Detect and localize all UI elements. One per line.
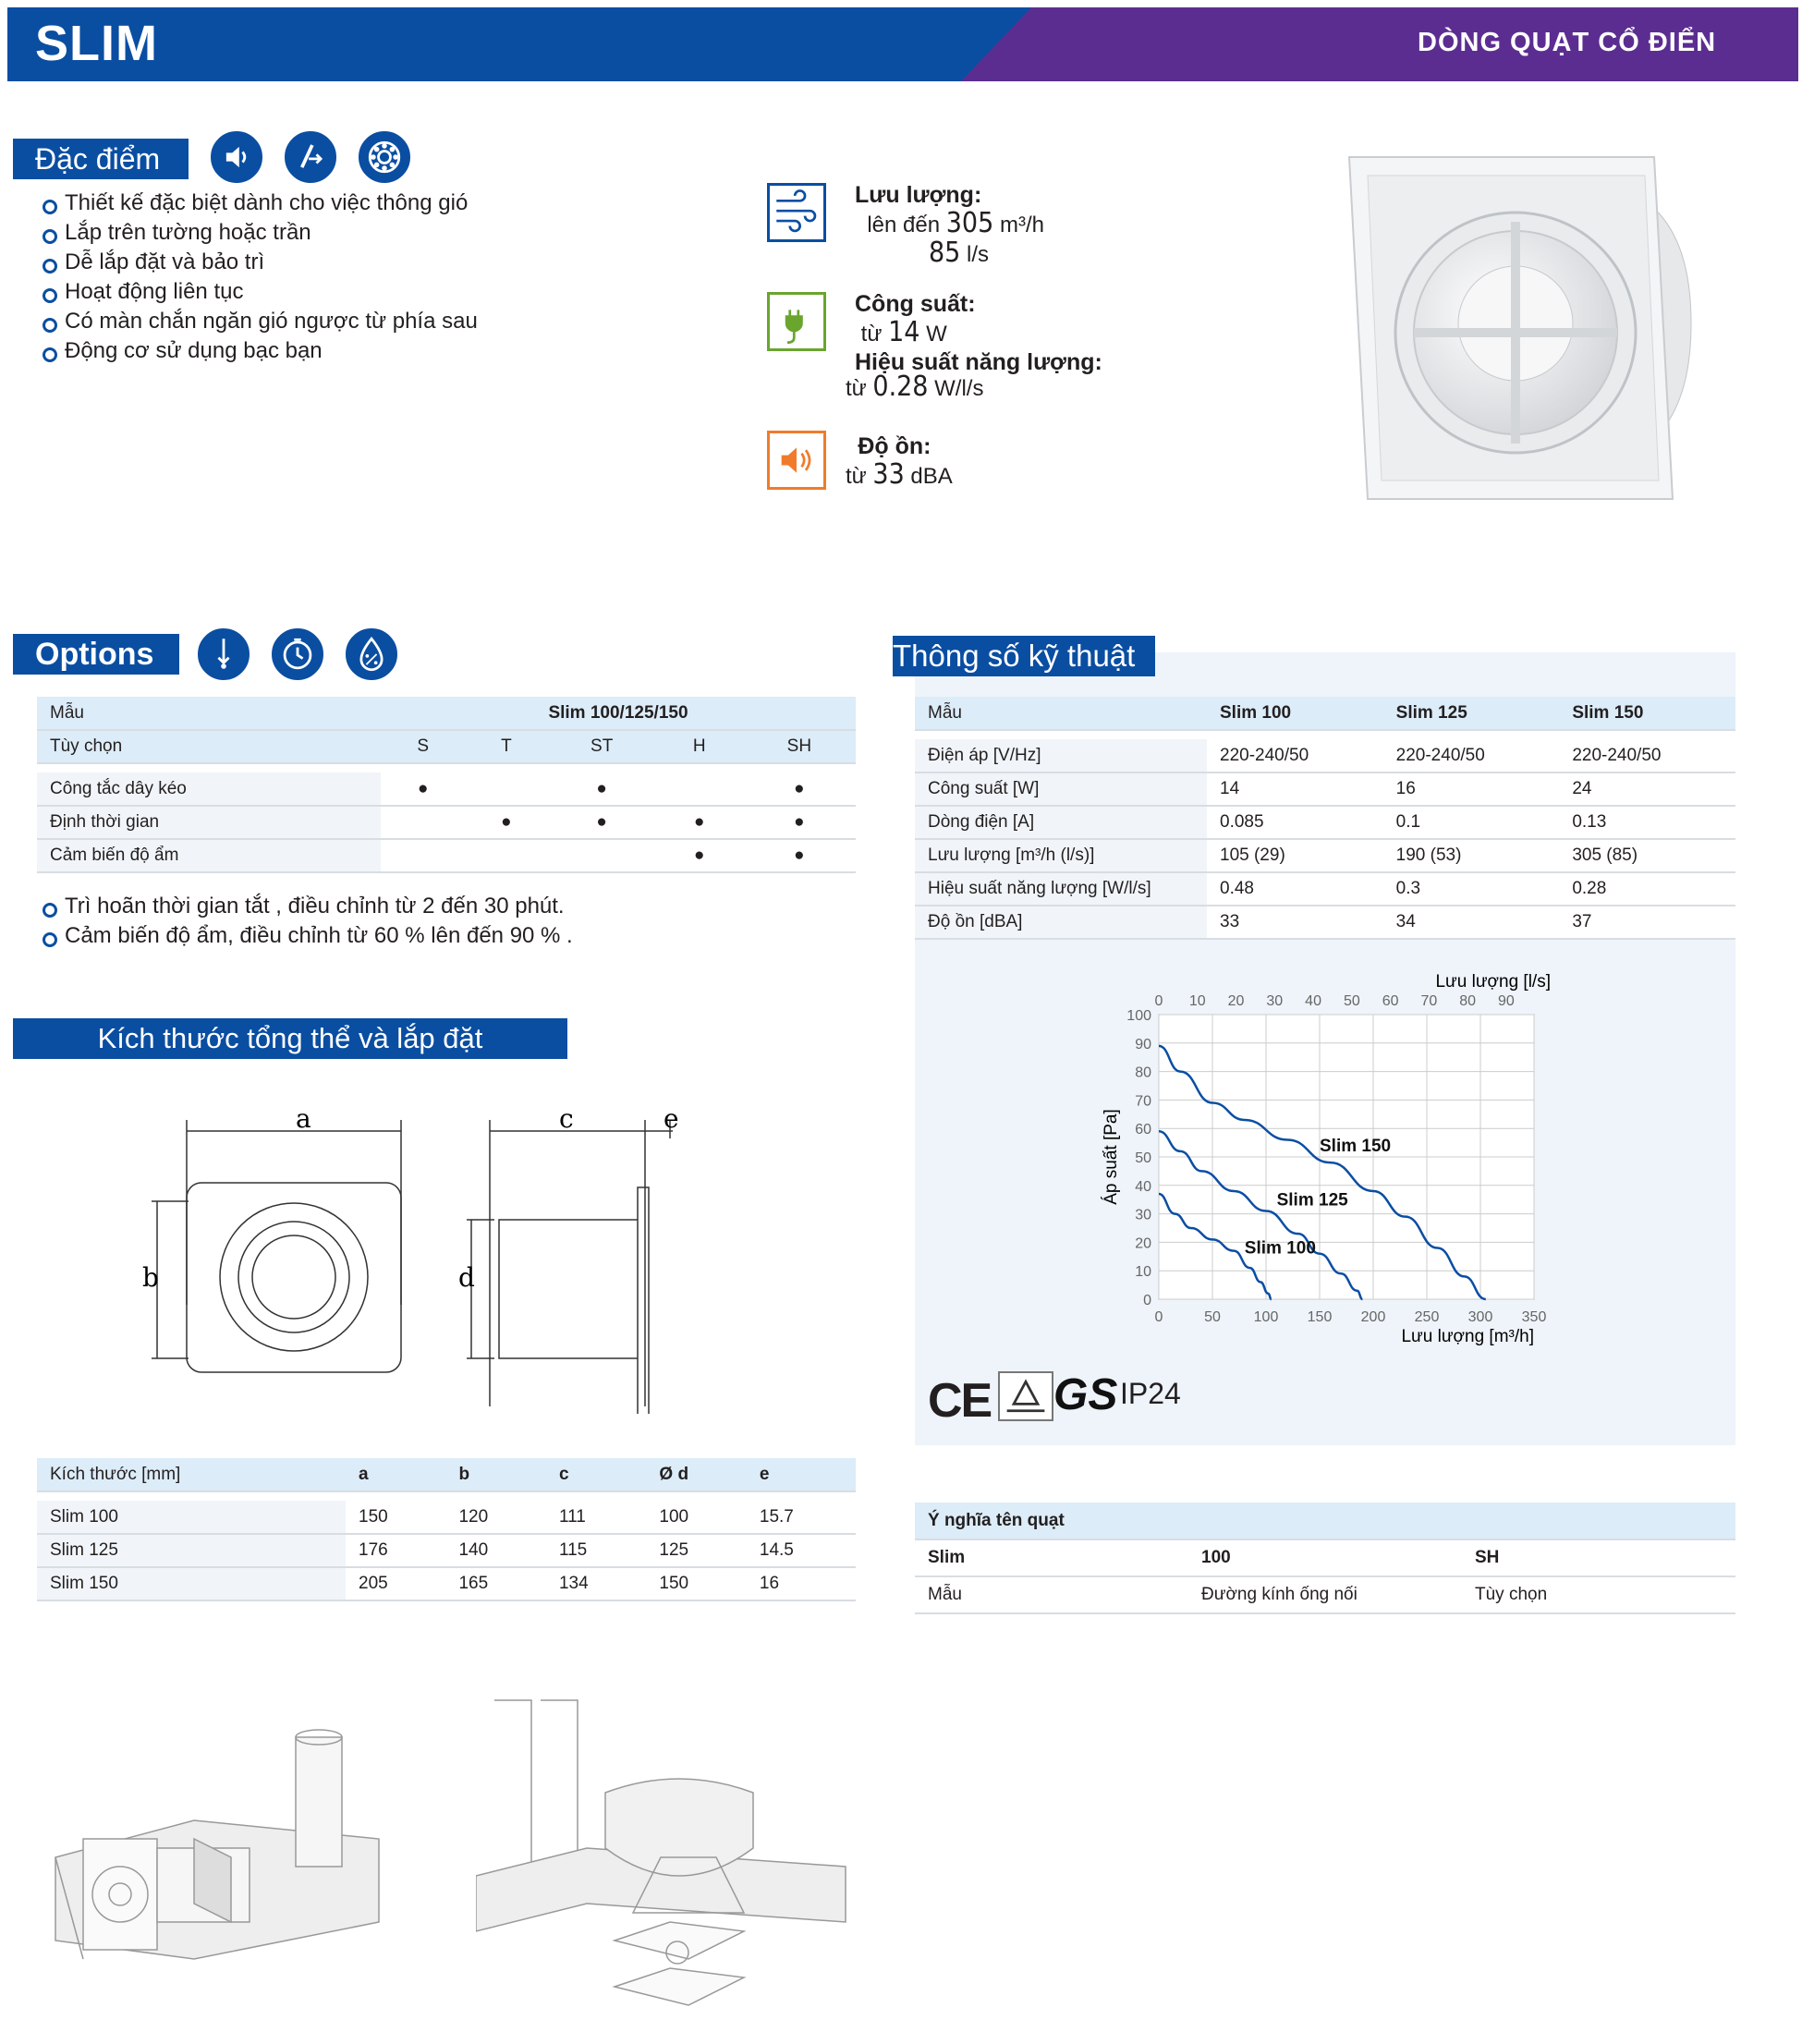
option-col: H — [656, 730, 743, 763]
spec-value: 0.13 — [1559, 806, 1735, 839]
x2-tick-label: 80 — [1459, 993, 1477, 1009]
efficiency-block — [846, 373, 983, 403]
dim-label-b: b — [142, 1262, 159, 1293]
flow-unit: m³/h — [999, 213, 1044, 237]
fan-product-photo — [1331, 148, 1747, 564]
spec-label: Độ ồn [dBA] — [915, 906, 1207, 939]
options-notes — [43, 892, 573, 951]
x-tick-label: 150 — [1307, 1309, 1333, 1325]
option-mark — [656, 773, 743, 806]
features-heading: Đặc điểm — [13, 139, 189, 179]
power-value: 14 — [888, 316, 920, 348]
option-mark — [465, 839, 547, 872]
dim-label-c: c — [559, 1103, 574, 1134]
dim-col-header: Ø d — [646, 1458, 746, 1491]
page-title: SLIM — [35, 16, 158, 71]
dim-col-header: e — [747, 1458, 856, 1491]
spec-value: 16 — [1383, 773, 1560, 806]
dim-value: 125 — [646, 1534, 746, 1567]
ce-mark: CE — [928, 1374, 992, 1428]
gs-mark: GS — [1053, 1370, 1118, 1419]
feature-item: Hoạt động liên tục — [43, 277, 478, 307]
spec-value: 0.3 — [1383, 872, 1560, 906]
series-label: Slim 100 — [1244, 1238, 1316, 1259]
options-model-label: Mẫu — [37, 697, 381, 730]
tuv-logo — [998, 1371, 1053, 1421]
table-row — [915, 872, 1735, 906]
spec-label: Hiệu suất năng lượng [W/l/s] — [915, 872, 1207, 906]
option-row-label: Cảm biến độ ẩm — [37, 839, 381, 872]
y-tick-label: 100 — [1126, 1008, 1151, 1024]
power-label: Công suất: — [855, 291, 976, 317]
dimensions-heading: Kích thước tổng thể và lắp đặt — [13, 1018, 567, 1059]
naming-meaning: Tùy chọn — [1462, 1576, 1735, 1613]
dim-value: 14.5 — [747, 1534, 856, 1567]
option-mark — [547, 839, 655, 872]
x-tick-label: 250 — [1414, 1309, 1440, 1325]
option-mark — [381, 806, 465, 839]
y-tick-label: 80 — [1135, 1065, 1151, 1081]
x-tick-label: 50 — [1204, 1309, 1221, 1325]
flow-value-ls: 85 — [929, 237, 961, 269]
flow-label: Lưu lượng: — [855, 182, 982, 208]
y-tick-label: 0 — [1143, 1293, 1151, 1308]
spec-value: 0.48 — [1207, 872, 1383, 906]
option-mark: ● — [743, 839, 856, 872]
x-tick-label: 300 — [1467, 1309, 1493, 1325]
spec-value: 220-240/50 — [1383, 739, 1560, 773]
power-prefix: từ — [860, 322, 883, 347]
option-mark — [381, 839, 465, 872]
naming-table — [915, 1503, 1735, 1614]
x2-tick-label: 30 — [1266, 993, 1284, 1009]
table-row — [37, 806, 856, 839]
specs-col-header: Slim 125 — [1383, 697, 1560, 730]
power-unit: W — [926, 322, 947, 347]
option-col: ST — [547, 730, 655, 763]
efficiency-value: 0.28 — [872, 371, 929, 403]
dim-col-header: c — [546, 1458, 646, 1491]
dim-label-e: e — [664, 1103, 679, 1134]
x-axis-label: Lưu lượng [m³/h] — [1401, 1327, 1534, 1346]
dim-col-header: Kích thước [mm] — [37, 1458, 346, 1491]
efficiency-prefix: từ — [846, 376, 867, 401]
ceiling-installation-sketch — [476, 1691, 855, 2033]
wall-installation-sketch — [46, 1719, 416, 1977]
options-heading: Options — [13, 634, 179, 675]
dim-model: Slim 125 — [37, 1534, 346, 1567]
dim-label-a: a — [296, 1103, 311, 1134]
efficiency-label: Hiệu suất năng lượng: — [855, 349, 1102, 375]
dim-model: Slim 100 — [37, 1501, 346, 1534]
option-mark: ● — [656, 839, 743, 872]
pull-cord-icon — [198, 628, 250, 680]
dim-value: 115 — [546, 1534, 646, 1567]
option-row-label: Định thời gian — [37, 806, 381, 839]
dim-value: 140 — [445, 1534, 545, 1567]
spec-value: 34 — [1383, 906, 1560, 939]
x-tick-label: 350 — [1521, 1309, 1547, 1325]
option-mark: ● — [381, 773, 465, 806]
power-plug-icon — [767, 292, 826, 351]
spec-value: 190 (53) — [1383, 839, 1560, 872]
spec-label: Điện áp [V/Hz] — [915, 739, 1207, 773]
x2-tick-label: 20 — [1227, 993, 1245, 1009]
dim-value: 165 — [445, 1567, 545, 1600]
options-table — [37, 697, 856, 873]
dim-value: 111 — [546, 1501, 646, 1534]
option-mark: ● — [656, 806, 743, 839]
x2-tick-label: 0 — [1154, 993, 1163, 1009]
table-row — [37, 1567, 856, 1600]
spec-value: 0.28 — [1559, 872, 1735, 906]
naming-part: 100 — [1188, 1539, 1462, 1576]
spec-value: 0.1 — [1383, 806, 1560, 839]
low-noise-icon — [211, 131, 262, 183]
option-mark — [465, 773, 547, 806]
options-note: Cảm biến độ ẩm, điều chỉnh từ 60 % lên đến 90 % . — [43, 921, 573, 951]
specs-table — [915, 697, 1735, 940]
ip-rating: IP24 — [1120, 1377, 1181, 1410]
x-tick-label: 100 — [1253, 1309, 1279, 1325]
y-tick-label: 50 — [1135, 1150, 1151, 1166]
table-row — [915, 906, 1735, 939]
spec-value: 220-240/50 — [1207, 739, 1383, 773]
spec-value: 24 — [1559, 773, 1735, 806]
options-option-label: Tùy chọn — [37, 730, 381, 763]
dimensions-table — [37, 1458, 856, 1601]
flow-block — [855, 181, 1044, 269]
noise-value: 33 — [872, 458, 905, 491]
y-tick-label: 70 — [1135, 1093, 1151, 1110]
feature-item: Dễ lắp đặt và bảo trì — [43, 248, 478, 277]
spec-value: 33 — [1207, 906, 1383, 939]
options-note: Trì hoãn thời gian tắt , điều chỉnh từ 2 đến 30 phút. — [43, 892, 573, 921]
x-tick-label: 0 — [1154, 1309, 1163, 1325]
option-col: S — [381, 730, 465, 763]
specs-col-header: Mẫu — [915, 697, 1207, 730]
spec-value: 220-240/50 — [1559, 739, 1735, 773]
non-return-flap-icon — [285, 131, 336, 183]
airflow-icon — [767, 183, 826, 242]
option-row-label: Công tắc dây kéo — [37, 773, 381, 806]
y-axis-label: Áp suất [Pa] — [1102, 1109, 1121, 1205]
series-label: Slim 125 — [1276, 1190, 1348, 1211]
naming-meaning: Mẫu — [915, 1576, 1188, 1613]
spec-label: Công suất [W] — [915, 773, 1207, 806]
feature-item: Thiết kế đặc biệt dành cho việc thông gió — [43, 189, 478, 218]
table-row — [915, 773, 1735, 806]
power-block — [855, 290, 1102, 377]
y-tick-label: 30 — [1135, 1207, 1151, 1223]
spec-label: Lưu lượng [m³/h (l/s)] — [915, 839, 1207, 872]
spec-value: 105 (29) — [1207, 839, 1383, 872]
table-row — [37, 1534, 856, 1567]
dim-value: 16 — [747, 1567, 856, 1600]
spec-value: 37 — [1559, 906, 1735, 939]
option-col: T — [465, 730, 547, 763]
dim-value: 150 — [346, 1501, 445, 1534]
spec-label: Dòng điện [A] — [915, 806, 1207, 839]
flow-value: 305 — [945, 207, 994, 239]
options-model-value: Slim 100/125/150 — [381, 697, 856, 730]
dim-model: Slim 150 — [37, 1567, 346, 1600]
humidity-sensor-icon — [346, 628, 397, 680]
y-tick-label: 90 — [1135, 1036, 1151, 1052]
feature-item: Có màn chắn ngăn gió ngược từ phía sau — [43, 307, 478, 336]
dim-value: 15.7 — [747, 1501, 856, 1534]
dim-value: 150 — [646, 1567, 746, 1600]
specs-col-header: Slim 150 — [1559, 697, 1735, 730]
y-tick-label: 40 — [1135, 1178, 1151, 1195]
table-row — [37, 773, 856, 806]
option-mark: ● — [743, 773, 856, 806]
option-mark: ● — [547, 806, 655, 839]
spec-value: 0.085 — [1207, 806, 1383, 839]
x-tick-label: 200 — [1360, 1309, 1386, 1325]
series-label: Slim 150 — [1320, 1136, 1392, 1156]
y-tick-label: 20 — [1135, 1235, 1151, 1252]
specs-col-header: Slim 100 — [1207, 697, 1383, 730]
ball-bearing-icon — [359, 131, 410, 183]
dim-value: 176 — [346, 1534, 445, 1567]
noise-label: Độ ồn: — [858, 433, 931, 459]
x2-tick-label: 60 — [1382, 993, 1399, 1009]
dim-value: 134 — [546, 1567, 646, 1600]
spec-value: 14 — [1207, 773, 1383, 806]
dim-label-d: d — [458, 1262, 475, 1293]
option-mark: ● — [547, 773, 655, 806]
x2-tick-label: 10 — [1188, 993, 1206, 1009]
dim-value: 120 — [445, 1501, 545, 1534]
flow-unit-ls: l/s — [967, 242, 990, 267]
feature-item: Lắp trên tường hoặc trần — [43, 218, 478, 248]
table-row — [915, 839, 1735, 872]
dim-value: 205 — [346, 1567, 445, 1600]
noise-unit: dBA — [910, 464, 953, 489]
y-tick-label: 10 — [1135, 1264, 1151, 1281]
naming-part: SH — [1462, 1539, 1735, 1576]
noise-speaker-icon — [767, 431, 826, 490]
specs-heading: Thông số kỹ thuật — [893, 636, 1155, 676]
dim-col-header: b — [445, 1458, 545, 1491]
feature-item: Động cơ sử dụng bạc bạn — [43, 336, 478, 366]
naming-heading: Ý nghĩa tên quạt — [915, 1503, 1735, 1539]
timer-icon — [272, 628, 323, 680]
x2-tick-label: 70 — [1420, 993, 1438, 1009]
noise-prefix: từ — [846, 464, 867, 489]
option-mark: ● — [743, 806, 856, 839]
table-row — [37, 839, 856, 872]
x2-axis-label: Lưu lượng [l/s] — [1435, 972, 1551, 992]
naming-meaning: Đường kính ống nối — [1188, 1576, 1462, 1613]
naming-part: Slim — [915, 1539, 1188, 1576]
option-mark: ● — [465, 806, 547, 839]
efficiency-unit: W/l/s — [934, 376, 984, 401]
features-list — [43, 189, 478, 366]
page-subtitle: DÒNG QUẠT CỔ ĐIỂN — [1418, 28, 1717, 57]
table-row — [37, 1501, 856, 1534]
noise-block — [846, 432, 953, 491]
x2-tick-label: 90 — [1498, 993, 1515, 1009]
y-tick-label: 60 — [1135, 1122, 1151, 1138]
flow-prefix: lên đến — [867, 213, 941, 237]
x2-tick-label: 40 — [1305, 993, 1321, 1009]
option-col: SH — [743, 730, 856, 763]
table-row — [915, 806, 1735, 839]
x2-tick-label: 50 — [1343, 993, 1360, 1009]
dimension-drawing — [139, 1100, 693, 1414]
dim-value: 100 — [646, 1501, 746, 1534]
table-row — [915, 739, 1735, 773]
header-bar — [7, 7, 1041, 81]
performance-chart — [1090, 961, 1571, 1349]
spec-value: 305 (85) — [1559, 839, 1735, 872]
dim-col-header: a — [346, 1458, 445, 1491]
